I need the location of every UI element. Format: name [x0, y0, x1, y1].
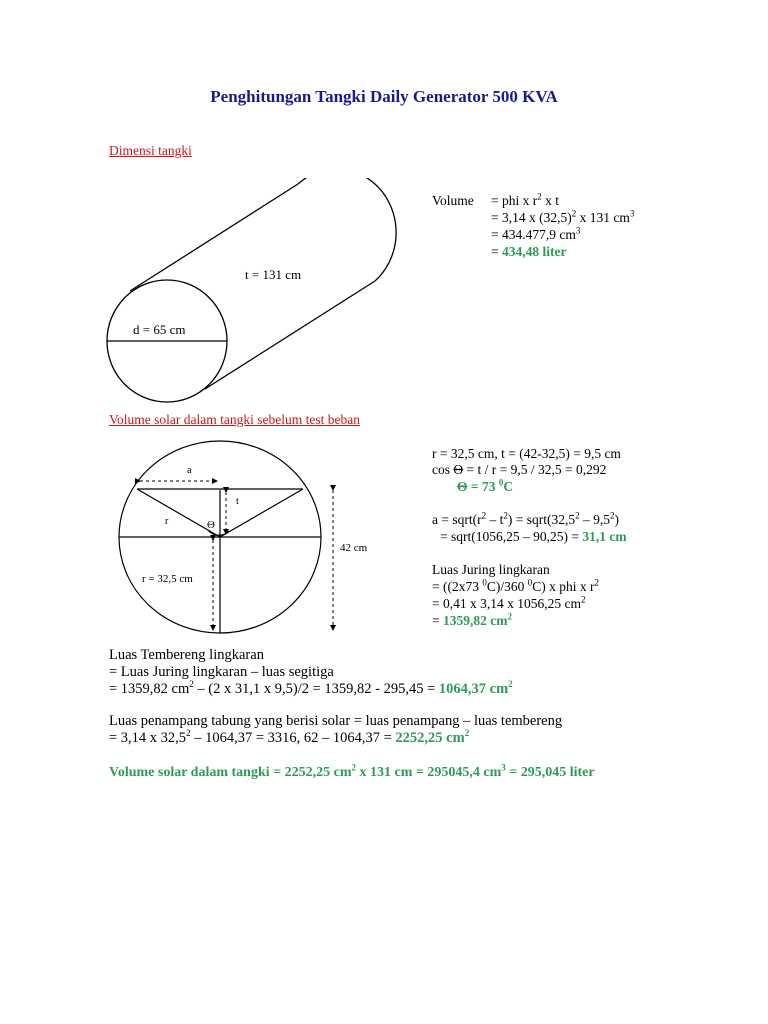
page-title: Penghitungan Tangki Daily Generator 500 KVA	[210, 87, 558, 106]
calc-line-juring-2: = 0,41 x 3,14 x 1056,25 $cm^2$	[432, 594, 586, 611]
theta-result: Θ = 73 $^0$C	[457, 477, 514, 494]
height-label: 42 cm	[340, 542, 368, 554]
section-heading-volume-solar: Volume solar dalam tangki sebelum test beban	[109, 412, 360, 427]
tembereng-line-2: = 1359,82 $cm^2 - (2$ x 31,1 x 9,5)/2 = 1359,82 - 295,45 = 1064,37 $cm^2$	[109, 679, 513, 697]
cylinder-diagram	[100, 178, 400, 418]
section-heading-dimensi: Dimensi tangki	[109, 143, 192, 158]
tembereng-line-1: = Luas Juring lingkaran – luas segitiga	[109, 664, 334, 680]
diameter-label: d = 65 cm	[133, 322, 186, 337]
volume-line-4: = 434,48 liter	[491, 244, 567, 259]
volume-result: 434,48 liter	[502, 244, 567, 259]
juring-result: 1359,82 $cm^2$	[443, 611, 512, 628]
cylinder-back-arc	[298, 178, 396, 281]
length-label: t = 131 cm	[245, 267, 302, 282]
theta-label: Θ	[207, 519, 215, 531]
calc-line-juring-3: = 1359,82 $cm^2$	[432, 611, 512, 628]
tembereng-title: Luas Tembereng lingkaran	[109, 647, 264, 663]
cross-section-diagram	[110, 440, 400, 640]
cylinder-bottom-line	[205, 281, 375, 389]
calc-line-2: cos Θ = t / r = 9,5 / 32,5 = 0,292	[432, 462, 607, 477]
penampang-result: 2252,25 $cm^2$	[395, 728, 470, 746]
calc-line-1: r = 32,5 cm, t = (42-32,5) = 9,5 cm	[432, 446, 621, 461]
a-label: a	[187, 465, 192, 476]
final-volume: Volume solar dalam tangki = 2252,25 $cm^2$ x 131 cm = 295045,4 $cm^3 = 295,045$ liter	[109, 762, 595, 780]
calc-line-a: $a = sqrt(r^2 - t^2)$ = $sqrt(32,5^2 - 9,5^2)$	[432, 510, 619, 527]
calc-line-a-result: = sqrt(1056,25 – 90,25) = 31,1 cm	[440, 529, 627, 544]
radius-label: r = 32,5 cm	[142, 573, 193, 585]
r-label: r	[165, 516, 169, 527]
volume-line-2: = 3,14 x $(32,5)^2$ x 131 $cm^3$	[491, 208, 635, 225]
penampang-line-2: = 3,14 x 32,5$^2$ – 1064,37 = 3316, 62 – 1064,37 = 2252,25 $cm^2$	[109, 728, 470, 746]
volume-line-1: = phi x $r^2$ x t	[491, 191, 560, 208]
volume-label: Volume	[432, 193, 474, 208]
calc-line-juring-title: Luas Juring lingkaran	[432, 562, 550, 577]
calc-line-juring-1: = ((2x73 $^0$C)/360 $^0$C) x phi x $r^2$	[432, 577, 599, 594]
tembereng-result: 1064,37 $cm^2$	[438, 679, 513, 697]
t-label: t	[236, 496, 239, 507]
penampang-line-1: Luas penampang tabung yang berisi solar = luas penampang – luas tembereng	[109, 713, 563, 729]
a-result: 31,1 cm	[582, 529, 627, 544]
volume-line-3: = 434.477,9 $cm^3$	[491, 225, 581, 242]
radius-right	[220, 489, 303, 537]
